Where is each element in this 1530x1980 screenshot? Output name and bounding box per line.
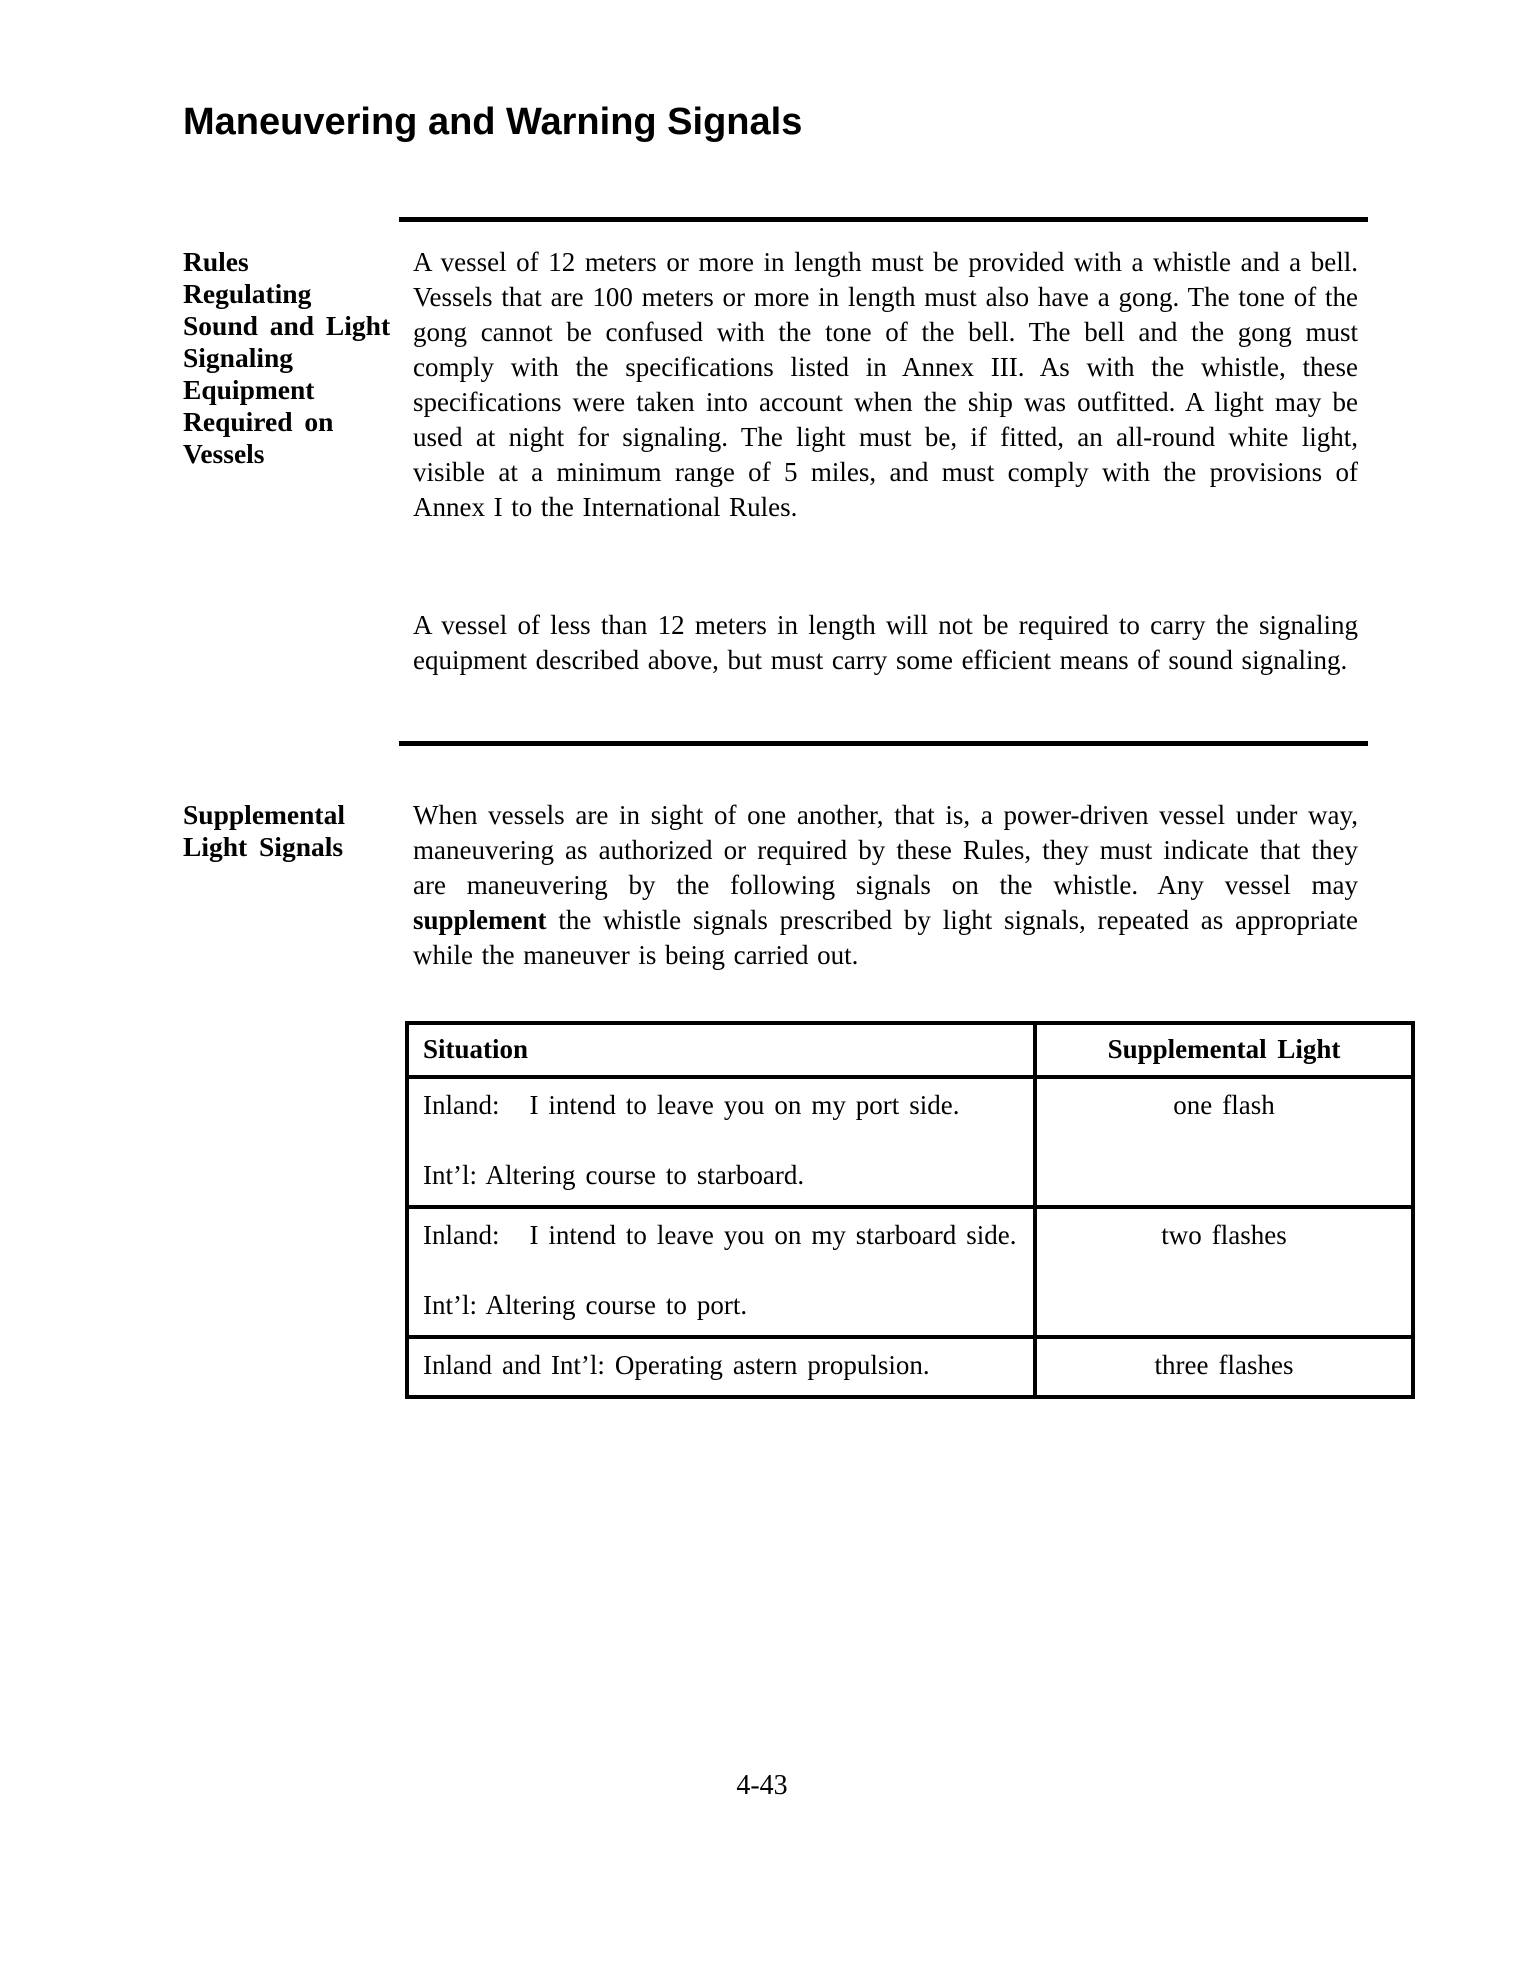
situation-inland-text: Inland: I intend to leave you on my starboard side.	[423, 1220, 1017, 1250]
heading-line: Sound and Light	[183, 310, 391, 341]
situation-cell	[407, 1077, 1035, 1207]
table-row	[407, 1337, 1413, 1397]
situation-cell	[407, 1207, 1035, 1337]
section-heading-rules	[183, 246, 418, 470]
paragraph-small-vessels: A vessel of less than 12 meters in length will not be required to carry the signaling equipment described above, but must carry some efficient means of sound signaling.	[413, 610, 1358, 675]
heading-line: Vessels	[183, 438, 265, 469]
paragraph-text: When vessels are in sight of one another, that is, a power-driven vessel under way, maneuvering as authorized or required by these Rules, they must indicate that they are maneuvering by the following signals on the whistle. Any vessel may	[413, 800, 1358, 900]
table-row	[407, 1077, 1413, 1207]
heading-line: Regulating	[183, 278, 312, 309]
paragraph-supplemental-lights	[413, 798, 1358, 973]
situation-inland-text: Inland: I intend to leave you on my port side.	[423, 1090, 960, 1120]
light-cell: three flashes	[1035, 1337, 1413, 1397]
paragraph-text: the whistle signals prescribed by light signals, repeated as appropriate while the maneuver is being carried out.	[413, 905, 1358, 970]
page-title: Maneuvering and Warning Signals	[183, 101, 803, 143]
heading-line: Supplemental	[183, 799, 345, 830]
table-header-situation: Situation	[407, 1023, 1035, 1077]
paragraph-equipment-rules: A vessel of 12 meters or more in length must be provided with a whistle and a bell. Vessels that are 100 meters or more in length must also have a gong. The tone of the gong cannot be confused with the tone of the bell. The bell and the gong must comply with the specifications listed in Annex III. As with the whistle, these specifications were taken into account when the ship was outfitted. A light may be used at night for signaling. The light must be, if fitted, an all-round white light, visible at a minimum range of 5 miles, and must comply with the provisions of Annex I to the International Rules.	[413, 247, 1358, 522]
light-cell: two flashes	[1035, 1207, 1413, 1337]
section-divider-rule-1	[399, 217, 1368, 222]
table-header-supplemental-light: Supplemental Light	[1035, 1023, 1413, 1077]
supplemental-light-table	[405, 1021, 1415, 1399]
heading-line: Rules	[183, 246, 249, 277]
table-row	[407, 1207, 1413, 1337]
page-number: 4-43	[736, 1770, 788, 1801]
bold-word-supplement: supplement	[413, 905, 547, 935]
table-header-row	[407, 1023, 1413, 1077]
heading-line: Required on	[183, 406, 334, 437]
section-divider-rule-2	[399, 741, 1368, 746]
section-heading-supplemental	[183, 799, 418, 863]
light-cell: one flash	[1035, 1077, 1413, 1207]
heading-line: Signaling	[183, 342, 294, 373]
situation-intl-text: Int’l: Altering course to starboard.	[423, 1160, 805, 1190]
situation-inland-text: Inland and Int’l: Operating astern propulsion.	[423, 1350, 930, 1380]
situation-intl-text: Int’l: Altering course to port.	[423, 1290, 748, 1320]
heading-line: Equipment	[183, 374, 315, 405]
heading-line: Light Signals	[183, 831, 344, 862]
situation-cell	[407, 1337, 1035, 1397]
